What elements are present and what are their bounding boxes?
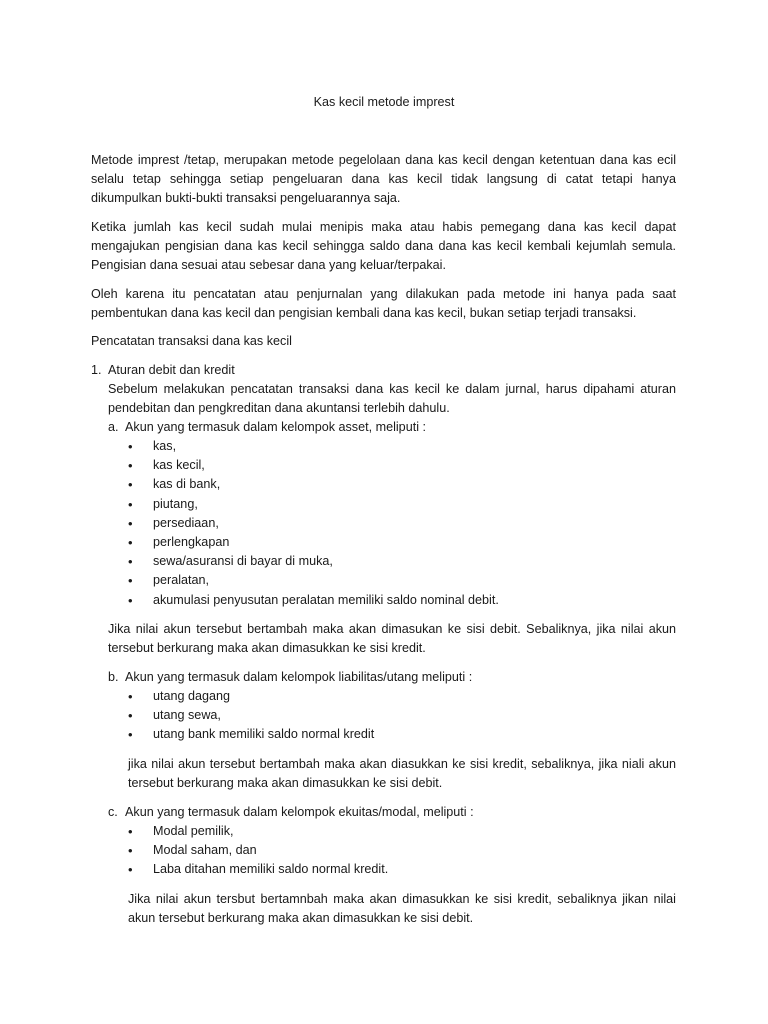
text-line: Oleh karena itu pencatatan atau penjurnalan yang dilakukan pada metode ini hanya pada saat <box>91 287 676 301</box>
text-line: Ketika jumlah kas kecil sudah mulai menipis maka atau habis pemegang dana kas kecil dapat <box>91 220 676 234</box>
asset-note <box>108 620 676 658</box>
document-title: Kas kecil metode imprest <box>313 95 455 109</box>
text-line: akun tersebut berkurang maka akan dimasukkan ke sisi debit. <box>128 911 474 926</box>
paragraph-metode-imprest <box>91 151 676 209</box>
bullet-icon: • <box>128 708 133 724</box>
sub-item-heading: Akun yang termasuk dalam kelompok ekuitas/modal, meliputi : <box>125 805 474 819</box>
bullet-icon: • <box>128 689 133 704</box>
bullet-icon: • <box>128 843 133 859</box>
bullet-icon: • <box>128 496 133 512</box>
item-number: 1. <box>91 363 102 377</box>
equity-note <box>128 890 676 928</box>
paragraph-pengisian <box>91 218 676 276</box>
text-line: Jika nilai akun tersebut bertambah maka akan dimasukan ke sisi debit. Sebaliknya, jika nilai akun <box>108 622 676 636</box>
text-line: selalu tetap sehingga setiap pengeluaran dana kas kecil tidak langsung di catat tetapi hanya <box>91 172 676 187</box>
bullet-icon: • <box>128 477 133 493</box>
text-line: Sebelum melakukan pencatatan transaksi dana kas kecil ke dalam jurnal, harus dipahami aturan <box>108 382 676 396</box>
bullet-icon: • <box>128 515 133 531</box>
text-line: tersebut berkurang maka akan dimasukkan ke sisi debit. <box>128 776 443 791</box>
item-heading: Aturan debit dan kredit <box>108 363 235 377</box>
bullet-icon: • <box>128 592 133 608</box>
bullet-icon: • <box>128 824 133 839</box>
bullet-icon: • <box>128 554 133 570</box>
sub-item-heading: Akun yang termasuk dalam kelompok liabilitas/utang meliputi : <box>125 670 473 684</box>
text-line: dikumpulkan bukti-bukti transaksi pengeluarannya saja. <box>91 191 401 206</box>
text-line: Pengisian dana sesuai atau sebesar dana yang keluar/terpakai. <box>91 258 446 273</box>
bullet-icon: • <box>128 458 133 474</box>
sub-item-label: c. <box>108 805 118 819</box>
text-line: pendebitan dan pengkreditan dana akuntansi terlebih dahulu. <box>108 401 450 416</box>
sub-item-heading: Akun yang termasuk dalam kelompok asset, meliputi : <box>125 420 426 434</box>
text-line: pembentukan dana kas kecil dan pengisian kembali dana kas kecil, bukan setiap terjadi transaksi. <box>91 306 637 321</box>
document-page: Kas kecil metode imprest Metode imprest /tetap, merupakan metode pegelolaan dana kas kecil dengan ketentuan dana kas ecil selalu tetap sehingga setiap pengeluaran dana kas kecil tidak langsung di catat tetapi hanya dikumpulkan bukti-bukti transaksi pengeluarannya saja. Ketika jumlah kas kecil sudah mulai menipis maka atau habis pemegang dana kas kecil dapat mengajukan pengisian dana kas kecil sehingga saldo dana dana kas kecil kembali kejumlah semula. Pengisian dana sesuai atau sebesar dana yang keluar/terpakai. Oleh karena itu pencatatan atau penjurnalan yang dilakukan pada metode ini hanya pada saat pembentukan dana kas kecil dan pengisian kembali dana kas kecil, bukan setiap terjadi transaksi. Pencatatan transaksi dana kas kecil 1. Aturan debit dan kredit Sebelum melakukan pencatatan transaksi dana kas kecil ke dalam jurnal, harus dipahami aturan pendebitan dan pengkreditan dana akuntansi terlebih dahulu. a. Akun yang termasuk dalam kelompok asset, meliputi : • kas, • kas kecil, • kas di bank, • piutang, • persediaan, • perlengkapan • sewa/asuransi di bayar di muka, • peralatan, • akumulasi penyusutan peralatan memiliki saldo nominal debit. Jika nilai akun tersebut bertambah maka akan dimasukan ke sisi debit. Sebaliknya, jika nilai akun tersebut berkurang maka akan dimasukkan ke sisi kredit. b. Akun yang termasuk dalam kelompok liabilitas/utang meliputi : • utang dagang • utang sewa, • utang bank memiliki saldo normal kredit jika nilai akun tersebut bertambah maka akan diasukkan ke sisi kredit, sebaliknya, jika niali akun tersebut berkurang maka akan dimasukkan ke sisi debit. c. Akun yang termasuk dalam kelompok ekuitas/modal, meliputi : • Modal pemilik, • Modal saham, dan • Laba ditahan memiliki saldo normal kredit. Jika nilai akun tersbut bertamnbah maka akan dimasukkan ke sisi kredit, sebaliknya jikan nilai akun tersebut berkurang maka akan dimasukkan ke sisi debit. <box>0 0 768 1024</box>
bullet-icon: • <box>128 573 133 589</box>
text-line: Metode imprest /tetap, merupakan metode pegelolaan dana kas kecil dengan ketentuan dana kas ecil <box>91 153 676 167</box>
text-line: mengajukan pengisian dana kas kecil sehingga saldo dana dana kas kecil kembali kejumlah semula. <box>91 239 676 254</box>
text-line: jika nilai akun tersebut bertambah maka akan diasukkan ke sisi kredit, sebaliknya, jika niali akun <box>128 757 676 771</box>
section-heading: Pencatatan transaksi dana kas kecil <box>91 334 292 348</box>
bullet-icon: • <box>128 534 133 550</box>
bullet-icon: • <box>128 439 133 454</box>
sub-item-label: a. <box>108 420 119 434</box>
text-line: Jika nilai akun tersbut bertamnbah maka akan dimasukkan ke sisi kredit, sebaliknya jikan nilai <box>128 892 676 906</box>
sub-item-label: b. <box>108 670 119 684</box>
text-line: tersebut berkurang maka akan dimasukkan ke sisi kredit. <box>108 641 426 656</box>
item-1-description <box>108 380 676 418</box>
liability-note <box>128 755 676 793</box>
bullet-icon: • <box>128 862 133 878</box>
bullet-icon: • <box>128 727 133 743</box>
paragraph-pencatatan <box>91 285 676 323</box>
